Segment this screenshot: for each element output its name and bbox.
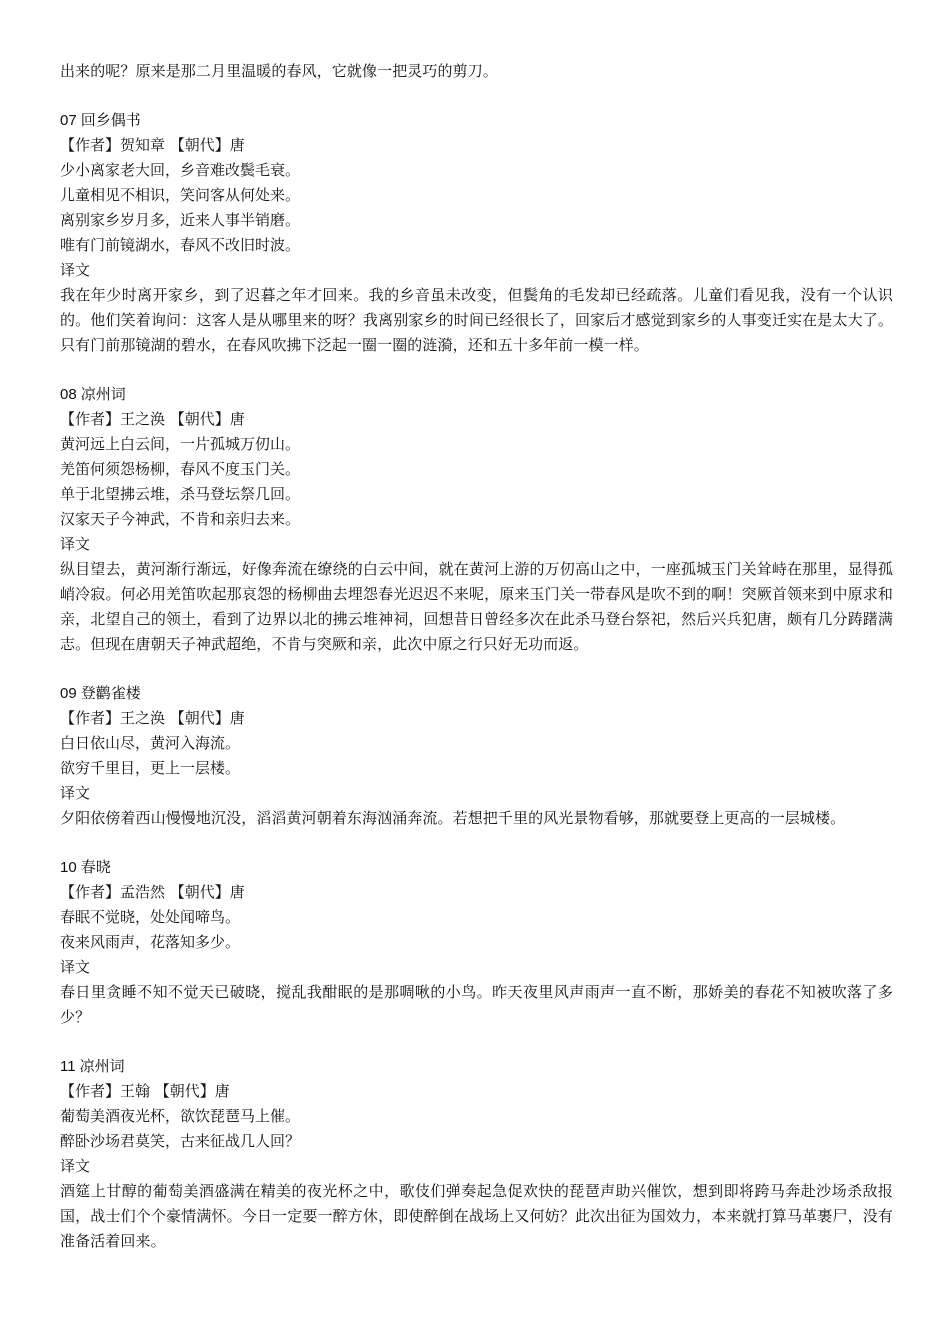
translation-text: 我在年少时离开家乡，到了迟暮之年才回来。我的乡音虽未改变，但鬓角的毛发却已经疏落。儿童们看见我，没有一个认识的。他们笑着询问：这客人是从哪里来的呀？我离别家乡的时间已经很长了，回家后才感觉到家乡的人事变迁实在是太大了。只有门前那镜湖的碧水，在春风吹拂下泛起一圈一圈的涟漪，还和五十多年前一模一样。 [60, 286, 893, 354]
poem-line: 夜来风雨声，花落知多少。 [60, 933, 241, 951]
translation-text: 春日里贪睡不知不觉天已破晓，搅乱我酣眠的是那啁啾的小鸟。昨天夜里风声雨声一直不断，那娇美的春花不知被吹落了多少？ [60, 983, 893, 1026]
section-gap [60, 657, 893, 681]
poem-title [60, 382, 893, 407]
poem-title-text: 凉州词 [80, 386, 126, 403]
poem-line: 少小离家老大回，乡音难改鬓毛衰。 [60, 161, 301, 179]
poem-section-10 [60, 855, 893, 1030]
poem-line: 醉卧沙场君莫笑，古来征战几人回？ [60, 1132, 301, 1150]
poem-title [60, 108, 893, 133]
translation-text: 酒筵上甘醇的葡萄美酒盛满在精美的夜光杯之中，歌伎们弹奏起急促欢快的琵琶声助兴催饮，想到即将跨马奔赴沙场杀敌报国，战士们个个豪情满怀。今日一定要一醉方休，即使醉倒在战场上又何妨？此次出征为国效力，本来就打算马革裹尸，没有准备活着回来。 [60, 1182, 893, 1250]
poem-number: 09 [60, 685, 77, 702]
translation-text: 夕阳依傍着西山慢慢地沉没，滔滔黄河朝着东海汹涌奔流。若想把千里的风光景物看够，那就要登上更高的一层城楼。 [60, 809, 846, 827]
poem-line: 欲穷千里目，更上一层楼。 [60, 759, 241, 777]
section-gap [60, 358, 893, 382]
poem-line: 汉家天子今神武，不肯和亲归去来。 [60, 510, 301, 528]
poem-section-07 [60, 108, 893, 358]
poem-title [60, 1054, 893, 1079]
translation-label: 译文 [60, 958, 91, 976]
poem-title-text: 回乡偶书 [80, 112, 141, 129]
translation-label: 译文 [60, 535, 91, 553]
section-gap [60, 831, 893, 855]
poem-line: 黄河远上白云间，一片孤城万仞山。 [60, 435, 301, 453]
poem-title [60, 681, 893, 706]
poem-number: 07 [60, 112, 77, 129]
poem-line: 羌笛何须怨杨柳，春风不度玉门关。 [60, 460, 301, 478]
poem-section-09 [60, 681, 893, 831]
poem-line: 单于北望拂云堆，杀马登坛祭几回。 [60, 485, 301, 503]
poem-number: 08 [60, 386, 77, 403]
poem-meta: 【作者】孟浩然 【朝代】唐 [60, 883, 245, 901]
poem-line: 春眠不觉晓，处处闻啼鸟。 [60, 908, 241, 926]
translation-label: 译文 [60, 261, 91, 279]
section-gap [60, 84, 893, 108]
poem-meta: 【作者】王翰 【朝代】唐 [60, 1082, 230, 1100]
section-gap [60, 1030, 893, 1054]
poem-section-11 [60, 1054, 893, 1254]
poem-meta: 【作者】贺知章 【朝代】唐 [60, 136, 245, 154]
translation-label: 译文 [60, 1157, 91, 1175]
poem-title-text: 春晓 [80, 859, 111, 876]
poem-title-text: 凉州词 [79, 1058, 125, 1075]
poem-title [60, 855, 893, 880]
poem-meta: 【作者】王之涣 【朝代】唐 [60, 410, 245, 428]
poem-title-text: 登鹳雀楼 [80, 685, 141, 702]
poem-number: 11 [60, 1058, 76, 1075]
poem-meta: 【作者】王之涣 【朝代】唐 [60, 709, 245, 727]
translation-text: 纵目望去，黄河渐行渐远，好像奔流在缭绕的白云中间，就在黄河上游的万仞高山之中，一座孤城玉门关耸峙在那里，显得孤峭冷寂。何必用羌笛吹起那哀怨的杨柳曲去埋怨春光迟迟不来呢，原来玉门关一带春风是吹不到的啊！突厥首领来到中原求和亲，北望自己的领土，看到了边界以北的拂云堆神祠，回想昔日曾经多次在此杀马登台祭祀，然后兴兵犯唐，颇有几分踌躇满志。但现在唐朝天子神武超绝，不肯与突厥和亲，此次中原之行只好无功而返。 [60, 560, 893, 653]
poem-number: 10 [60, 859, 77, 876]
poem-section-08 [60, 382, 893, 657]
poem-line: 葡萄美酒夜光杯，欲饮琵琶马上催。 [60, 1107, 301, 1125]
intro-tail-text: 出来的呢？原来是那二月里温暖的春风，它就像一把灵巧的剪刀。 [60, 62, 498, 80]
poem-line: 白日依山尽，黄河入海流。 [60, 734, 241, 752]
poem-line: 儿童相见不相识，笑问客从何处来。 [60, 186, 301, 204]
poem-line: 离别家乡岁月多，近来人事半销磨。 [60, 211, 301, 229]
translation-label: 译文 [60, 784, 91, 802]
poem-line: 唯有门前镜湖水，春风不改旧时波。 [60, 236, 301, 254]
